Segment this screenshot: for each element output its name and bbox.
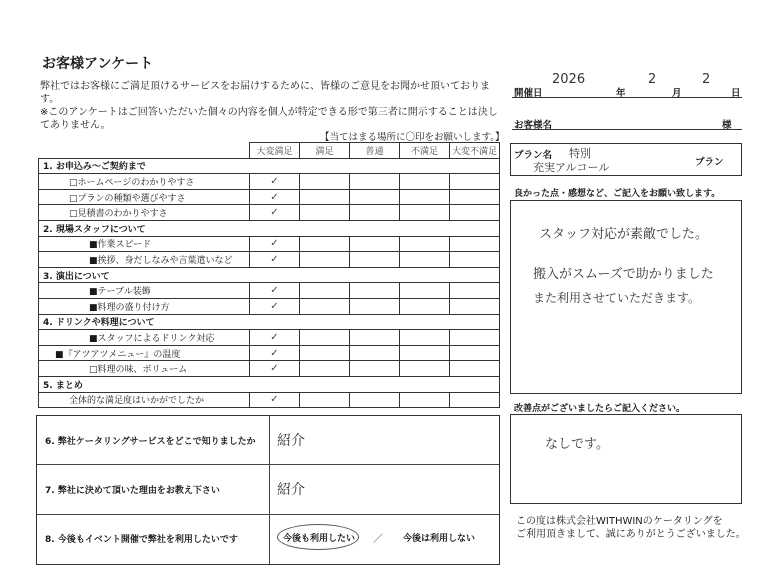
table-row — [39, 345, 500, 361]
good-points-box[interactable] — [510, 200, 742, 394]
column-header-1: 満足 — [300, 143, 350, 159]
question-label: ■作業スピード — [39, 236, 250, 252]
table-row — [39, 361, 500, 377]
rating-cell[interactable] — [250, 252, 300, 268]
column-header-4: 大変不満足 — [450, 143, 500, 159]
rating-cell[interactable] — [250, 392, 300, 408]
customer-suffix: 様 — [722, 120, 732, 131]
table-row — [39, 283, 500, 299]
rating-cell[interactable] — [350, 392, 400, 408]
intro-line-2: ※このアンケートはご回答いただいた個々の内容を個人が特定できる形で第三者に開示することは決してありません。 — [40, 107, 498, 131]
rating-cell[interactable] — [350, 174, 400, 190]
table-row — [39, 174, 500, 190]
rating-cell[interactable] — [400, 189, 450, 205]
check-mark: ✓ — [270, 175, 279, 187]
satisfaction-table — [38, 142, 500, 408]
rating-cell[interactable] — [300, 205, 350, 221]
check-mark: ✓ — [270, 238, 279, 250]
rating-cell[interactable] — [300, 345, 350, 361]
check-mark: ✓ — [270, 285, 279, 297]
rating-cell[interactable] — [400, 283, 450, 299]
intro-text — [40, 80, 500, 132]
check-mark: ✓ — [270, 191, 279, 203]
section-row — [39, 376, 500, 392]
question-label: 全体的な満足度はいかがでしたか — [39, 392, 250, 408]
table-row — [39, 252, 500, 268]
rating-cell[interactable] — [400, 298, 450, 314]
form-title: お客様アンケート — [42, 56, 154, 72]
rating-cell[interactable] — [400, 330, 450, 346]
rating-cell[interactable] — [250, 189, 300, 205]
rating-cell[interactable] — [250, 283, 300, 299]
customer-underline — [512, 129, 742, 130]
improvements-text: なしです。 — [545, 437, 609, 452]
check-mark: ✓ — [270, 207, 279, 219]
table-row — [39, 298, 500, 314]
section-row — [39, 220, 500, 236]
rating-cell[interactable] — [350, 189, 400, 205]
rating-cell[interactable] — [350, 345, 400, 361]
year-unit: 年 — [616, 88, 626, 99]
question-label: ■挨拶、身だしなみや言葉遣いなど — [39, 252, 250, 268]
plan-value-2[interactable]: 充実アルコール — [533, 161, 610, 174]
question-8-row — [37, 515, 499, 563]
rating-cell[interactable] — [300, 298, 350, 314]
good-points-line-3: また利用させていただきます。 — [533, 291, 701, 305]
check-mark: ✓ — [270, 253, 279, 265]
improvements-label: 改善点がございましたらご記入ください。 — [514, 404, 686, 414]
table-row — [39, 205, 500, 221]
plan-box — [510, 143, 742, 176]
answer-7[interactable]: 紹介 — [277, 482, 305, 498]
rating-cell[interactable] — [250, 345, 300, 361]
column-header-0: 大変満足 — [250, 143, 300, 159]
question-7-row — [37, 465, 499, 515]
rating-cell[interactable] — [400, 174, 450, 190]
question-label: ■『アツアツメニュー』の温度 — [39, 345, 250, 361]
rating-cell[interactable] — [400, 361, 450, 377]
table-header-row — [39, 143, 500, 159]
option-use-again[interactable]: 今後も利用したい — [283, 534, 356, 544]
question-6-row — [37, 416, 499, 465]
section-row — [39, 314, 500, 330]
good-points-label: 良かった点・感想など、ご記入をお願い致します。 — [514, 189, 721, 199]
rating-cell[interactable] — [400, 205, 450, 221]
rating-cell[interactable] — [400, 392, 450, 408]
rating-cell[interactable] — [250, 236, 300, 252]
section-row — [39, 267, 500, 283]
rating-cell[interactable] — [350, 252, 400, 268]
question-label: □見積書のわかりやすさ — [39, 205, 250, 221]
question-label: □料理の味、ボリューム — [39, 361, 250, 377]
rating-cell[interactable] — [300, 189, 350, 205]
plan-value-1[interactable]: 特別 — [569, 147, 591, 160]
section-row — [39, 158, 500, 174]
rating-cell[interactable] — [250, 330, 300, 346]
check-mark: ✓ — [270, 300, 279, 312]
improvements-box[interactable] — [510, 414, 742, 504]
question-6-label: 6. 弊社ケータリングサービスをどこで知りましたか — [45, 437, 256, 447]
rating-cell[interactable] — [300, 252, 350, 268]
bottom-questions-box — [36, 415, 500, 565]
section-label: 1. お申込み～ご契約まで — [39, 158, 500, 174]
plan-label: プラン名 — [514, 150, 553, 161]
column-header-3: 不満足 — [400, 143, 450, 159]
rating-cell[interactable] — [350, 361, 400, 377]
section-label: 4. ドリンクや料理について — [39, 314, 500, 330]
rating-cell[interactable] — [250, 361, 300, 377]
rating-cell[interactable] — [450, 205, 500, 221]
rating-cell[interactable] — [400, 345, 450, 361]
question-label: ■テーブル装飾 — [39, 283, 250, 299]
answer-6[interactable]: 紹介 — [277, 433, 305, 449]
rating-cell[interactable] — [450, 189, 500, 205]
section-label: 3. 演出について — [39, 267, 500, 283]
section-label: 5. まとめ — [39, 376, 500, 392]
instruction-note: 【当てはまる場所に〇印をお願いします。】 — [320, 132, 505, 143]
table-row — [39, 330, 500, 346]
table-row — [39, 189, 500, 205]
table-row — [39, 392, 500, 408]
check-mark: ✓ — [270, 394, 279, 406]
closing-message — [516, 515, 746, 541]
month-unit: 月 — [672, 88, 682, 99]
rating-cell[interactable] — [450, 330, 500, 346]
rating-cell[interactable] — [400, 252, 450, 268]
rating-cell[interactable] — [450, 361, 500, 377]
question-label: □ホームページのわかりやすさ — [39, 174, 250, 190]
good-points-line-1: スタッフ対応が素敵でした。 — [539, 227, 709, 242]
check-mark: ✓ — [270, 363, 279, 375]
rating-cell[interactable] — [300, 392, 350, 408]
intro-line-1: 弊社ではお客様にご満足頂けるサービスをお届けするために、皆様のご意見をお聞かせ頂いております。 — [40, 81, 490, 105]
check-mark: ✓ — [270, 347, 279, 359]
rating-cell[interactable] — [250, 174, 300, 190]
rating-cell[interactable] — [450, 392, 500, 408]
date-month[interactable]: 2 — [648, 72, 657, 87]
date-label: 開催日 — [514, 88, 543, 99]
closing-line-1: この度は株式会社WITHWINのケータリングを — [516, 516, 723, 527]
date-underline — [512, 97, 742, 98]
date-year[interactable]: 2026 — [552, 72, 586, 87]
rating-cell[interactable] — [350, 283, 400, 299]
rating-cell[interactable] — [350, 298, 400, 314]
option-slash: ／ — [373, 534, 383, 545]
rating-cell[interactable] — [300, 283, 350, 299]
rating-cell[interactable] — [250, 205, 300, 221]
question-label: □プランの種類や選びやすさ — [39, 189, 250, 205]
check-mark: ✓ — [270, 331, 279, 343]
good-points-line-2: 搬入がスムーズで助かりました — [533, 267, 714, 282]
day-unit: 日 — [731, 88, 741, 99]
rating-cell[interactable] — [450, 283, 500, 299]
question-label: ■料理の盛り付け方 — [39, 298, 250, 314]
option-not-use[interactable]: 今後は利用しない — [403, 534, 476, 544]
customer-label: お客様名 — [514, 120, 553, 131]
table-row — [39, 236, 500, 252]
column-header-2: 普通 — [350, 143, 400, 159]
question-label: ■スタッフによるドリンク対応 — [39, 330, 250, 346]
rating-cell[interactable] — [350, 330, 400, 346]
rating-cell[interactable] — [250, 298, 300, 314]
rating-cell[interactable] — [350, 205, 400, 221]
plan-suffix: プラン — [695, 157, 724, 168]
rating-cell[interactable] — [300, 174, 350, 190]
rating-cell[interactable] — [400, 236, 450, 252]
rating-cell[interactable] — [450, 298, 500, 314]
section-label: 2. 現場スタッフについて — [39, 220, 500, 236]
rating-cell[interactable] — [300, 330, 350, 346]
rating-cell[interactable] — [450, 174, 500, 190]
rating-cell[interactable] — [300, 361, 350, 377]
rating-cell[interactable] — [450, 236, 500, 252]
question-7-label: 7. 弊社に決めて頂いた理由をお教え下さい — [45, 486, 220, 496]
rating-cell[interactable] — [450, 252, 500, 268]
rating-cell[interactable] — [350, 236, 400, 252]
rating-cell[interactable] — [450, 345, 500, 361]
table-header-empty — [39, 143, 250, 159]
question-8-label: 8. 今後もイベント開催で弊社を利用したいです — [45, 535, 238, 545]
rating-cell[interactable] — [300, 236, 350, 252]
closing-line-2: ご利用頂きまして、誠にありがとうございました。 — [516, 529, 746, 540]
date-day[interactable]: 2 — [702, 72, 711, 87]
